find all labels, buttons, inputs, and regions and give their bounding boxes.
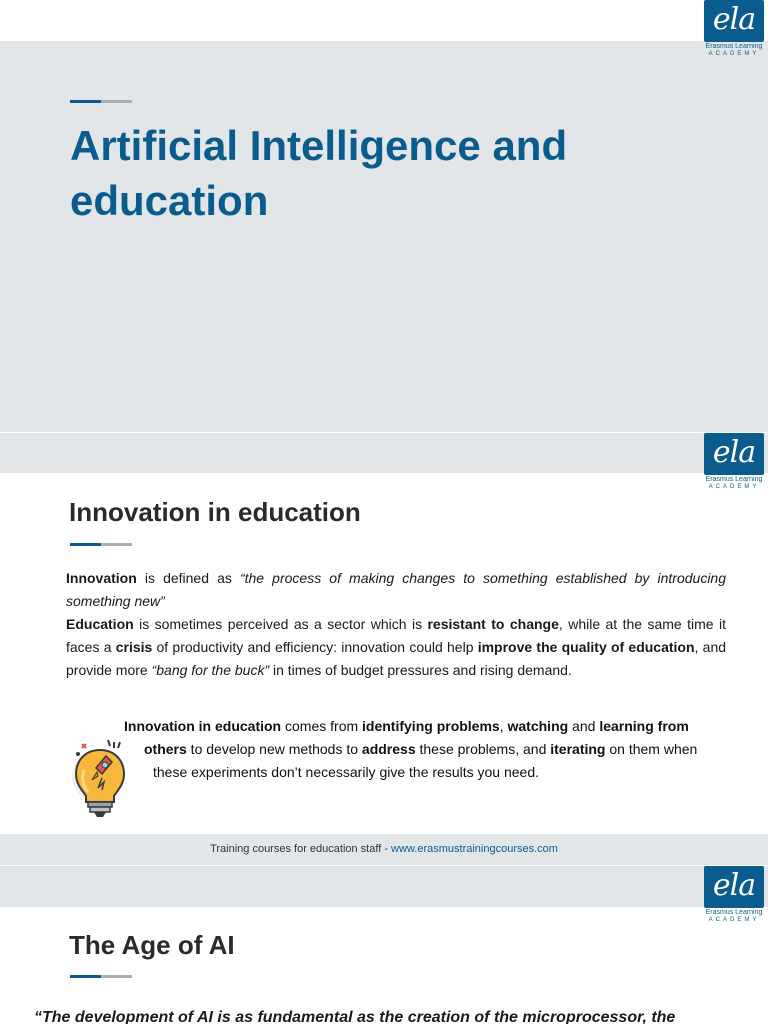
logo-line2: ACADEMY [708, 484, 760, 490]
note-line-3: these experiments don’t necessarily give the results you need. [153, 764, 539, 780]
logo-line1: Erasmus Learning [705, 476, 763, 483]
ai-quote: “The development of AI is as fundamental as the creation of the microprocessor, the [34, 1009, 676, 1024]
logo-mark: ela [704, 0, 764, 42]
ela-logo [704, 0, 764, 58]
logo-line2: ACADEMY [708, 917, 760, 923]
ela-logo [704, 433, 764, 491]
slide-top-band [0, 866, 768, 907]
ela-logo [704, 866, 764, 924]
accent-bar [70, 100, 132, 103]
education-paragraph: Education is sometimes perceived as a sector which is resistant to change, while at the same time it faces a crisis of productivity and efficiency: innovation could help improve the quality of education, and provide more “bang for the buck” in times of budget pressures and rising demand. [66, 616, 727, 678]
innovation-definition: Innovation is defined as “the process of making changes to something established by introducing something new” [66, 570, 727, 609]
accent-bar [70, 975, 132, 978]
age-of-ai-slide [0, 866, 768, 1024]
logo-line2: ACADEMY [708, 51, 760, 57]
lightbulb-rocket-icon [68, 736, 132, 820]
note-line-1: Innovation in education comes from identifying problems, watching and learning from [124, 718, 689, 734]
footer-text: Training courses for education staff - [210, 843, 392, 855]
logo-mark: ela [704, 433, 764, 475]
note-learning-from: learning from [599, 718, 689, 734]
logo-mark: ela [704, 866, 764, 908]
slide-footer [0, 834, 768, 865]
logo-line1: Erasmus Learning [705, 909, 763, 916]
slide-top-band [0, 433, 768, 473]
slide-heading: Innovation in education [69, 497, 361, 527]
logo-line1: Erasmus Learning [705, 43, 763, 50]
slide-title: Artificial Intelligence and education [70, 122, 568, 224]
accent-bar [70, 543, 132, 546]
innovation-slide [0, 433, 768, 833]
slide-heading: The Age of AI [69, 930, 235, 960]
footer-url-link[interactable]: www.erasmustrainingcourses.com [391, 843, 558, 855]
note-line-2: others to develop new methods to address these problems, and iterating on them when [144, 741, 698, 757]
title-slide [0, 0, 768, 432]
